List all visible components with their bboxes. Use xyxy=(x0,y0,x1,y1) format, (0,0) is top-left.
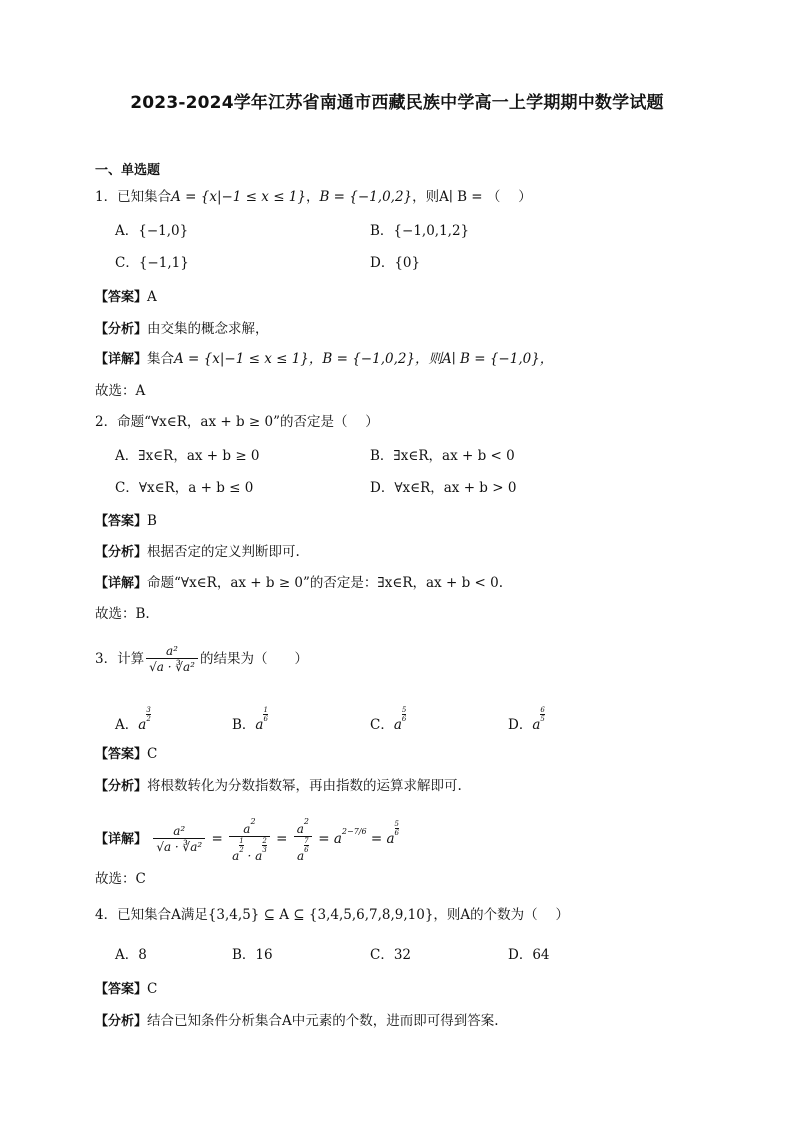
q3-option-b: B．a $\frac{1}{6}$ xyxy=(232,706,268,733)
q2-option-a: A．∃x∈R，ax + b ≥ 0 xyxy=(115,448,260,464)
q4-answer: 【答案】C xyxy=(95,981,158,997)
q2-option-c: C．∀x∈R，a + b ≤ 0 xyxy=(115,480,254,496)
q1-option-b: B．{−1,0,1,2} xyxy=(370,223,470,239)
q1-option-c: C．{−1,1} xyxy=(115,255,189,271)
q4-stem: 4．已知集合A满足{3,4,5} ⊆ A ⊆ {3,4,5,6,7,8,9,10}，则A的个数为（ ） xyxy=(95,907,569,923)
q4-option-b: B．16 xyxy=(232,947,273,963)
q1-detail: 【详解】集合A = {x|−1 ≤ x ≤ 1}，B = {−1,0,2}，则A∣ B = {−1,0}， xyxy=(95,351,554,367)
q4-analysis: 【分析】结合已知条件分析集合A中元素的个数，进而即可得到答案. xyxy=(95,1013,499,1029)
q3-option-c: C．a $\frac{5}{6}$ xyxy=(370,706,407,733)
q1-choose: 故选：A xyxy=(95,383,146,399)
q2-option-b: B．∃x∈R，ax + b < 0 xyxy=(370,448,515,464)
q1-stem: 1．已知集合A = {x|−1 ≤ x ≤ 1}，B = {−1,0,2}，则A∣ B = （ ） xyxy=(95,189,532,205)
q3-option-d: D．a $\frac{6}{5}$ xyxy=(508,706,545,733)
q4-option-a: A．8 xyxy=(115,947,147,963)
q3-answer: 【答案】C xyxy=(95,746,158,762)
q1-answer: 【答案】A xyxy=(95,289,157,305)
q3-analysis: 【分析】将根数转化为分数指数幂，再由指数的运算求解即可. xyxy=(95,778,462,794)
q3-detail: 【详解】 $\frac{\text{a²}}{\text{√a · ∛a²}}$ = $a^2$ a $\frac{1}{2}$ · a $\frac{2}{3}$ = $a^2$ a $\frac{7}{6}$ = $a^{2-7/6} = a$ $\frac{5}{6}$ xyxy=(95,817,399,863)
q4-option-d: D．64 xyxy=(508,947,550,963)
q2-stem: 2．命题“∀x∈R，ax + b ≥ 0”的否定是（ ） xyxy=(95,414,379,430)
q3-fraction: $\frac{\text{a²}}{\text{√a · ∛a²}}$ xyxy=(146,644,198,675)
q2-detail: 【详解】命题“∀x∈R，ax + b ≥ 0”的否定是：∃x∈R，ax + b < 0. xyxy=(95,575,503,591)
q1-option-a: A．{−1,0} xyxy=(115,223,189,239)
q3-choose: 故选：C xyxy=(95,871,146,887)
q2-option-d: D．∀x∈R，ax + b > 0 xyxy=(370,480,517,496)
section-heading: 一、单选题 xyxy=(95,163,161,178)
q1-analysis: 【分析】由交集的概念求解， xyxy=(95,321,269,337)
q2-answer: 【答案】B xyxy=(95,513,157,529)
q2-choose: 故选：B. xyxy=(95,606,150,622)
q4-option-c: C．32 xyxy=(370,947,412,963)
q2-analysis: 【分析】根据否定的定义判断即可. xyxy=(95,544,300,560)
q3-stem: 3．计算 $\frac{\text{a²}}{\text{√a · ∛a²}}$ 的结果为（ ） xyxy=(95,644,308,674)
q3-option-a: A．a $\frac{3}{2}$ xyxy=(115,706,151,733)
q1-option-d: D．{0} xyxy=(370,255,421,271)
document-title: 2023-2024学年江苏省南通市西藏民族中学高一上学期期中数学试题 xyxy=(130,93,664,113)
